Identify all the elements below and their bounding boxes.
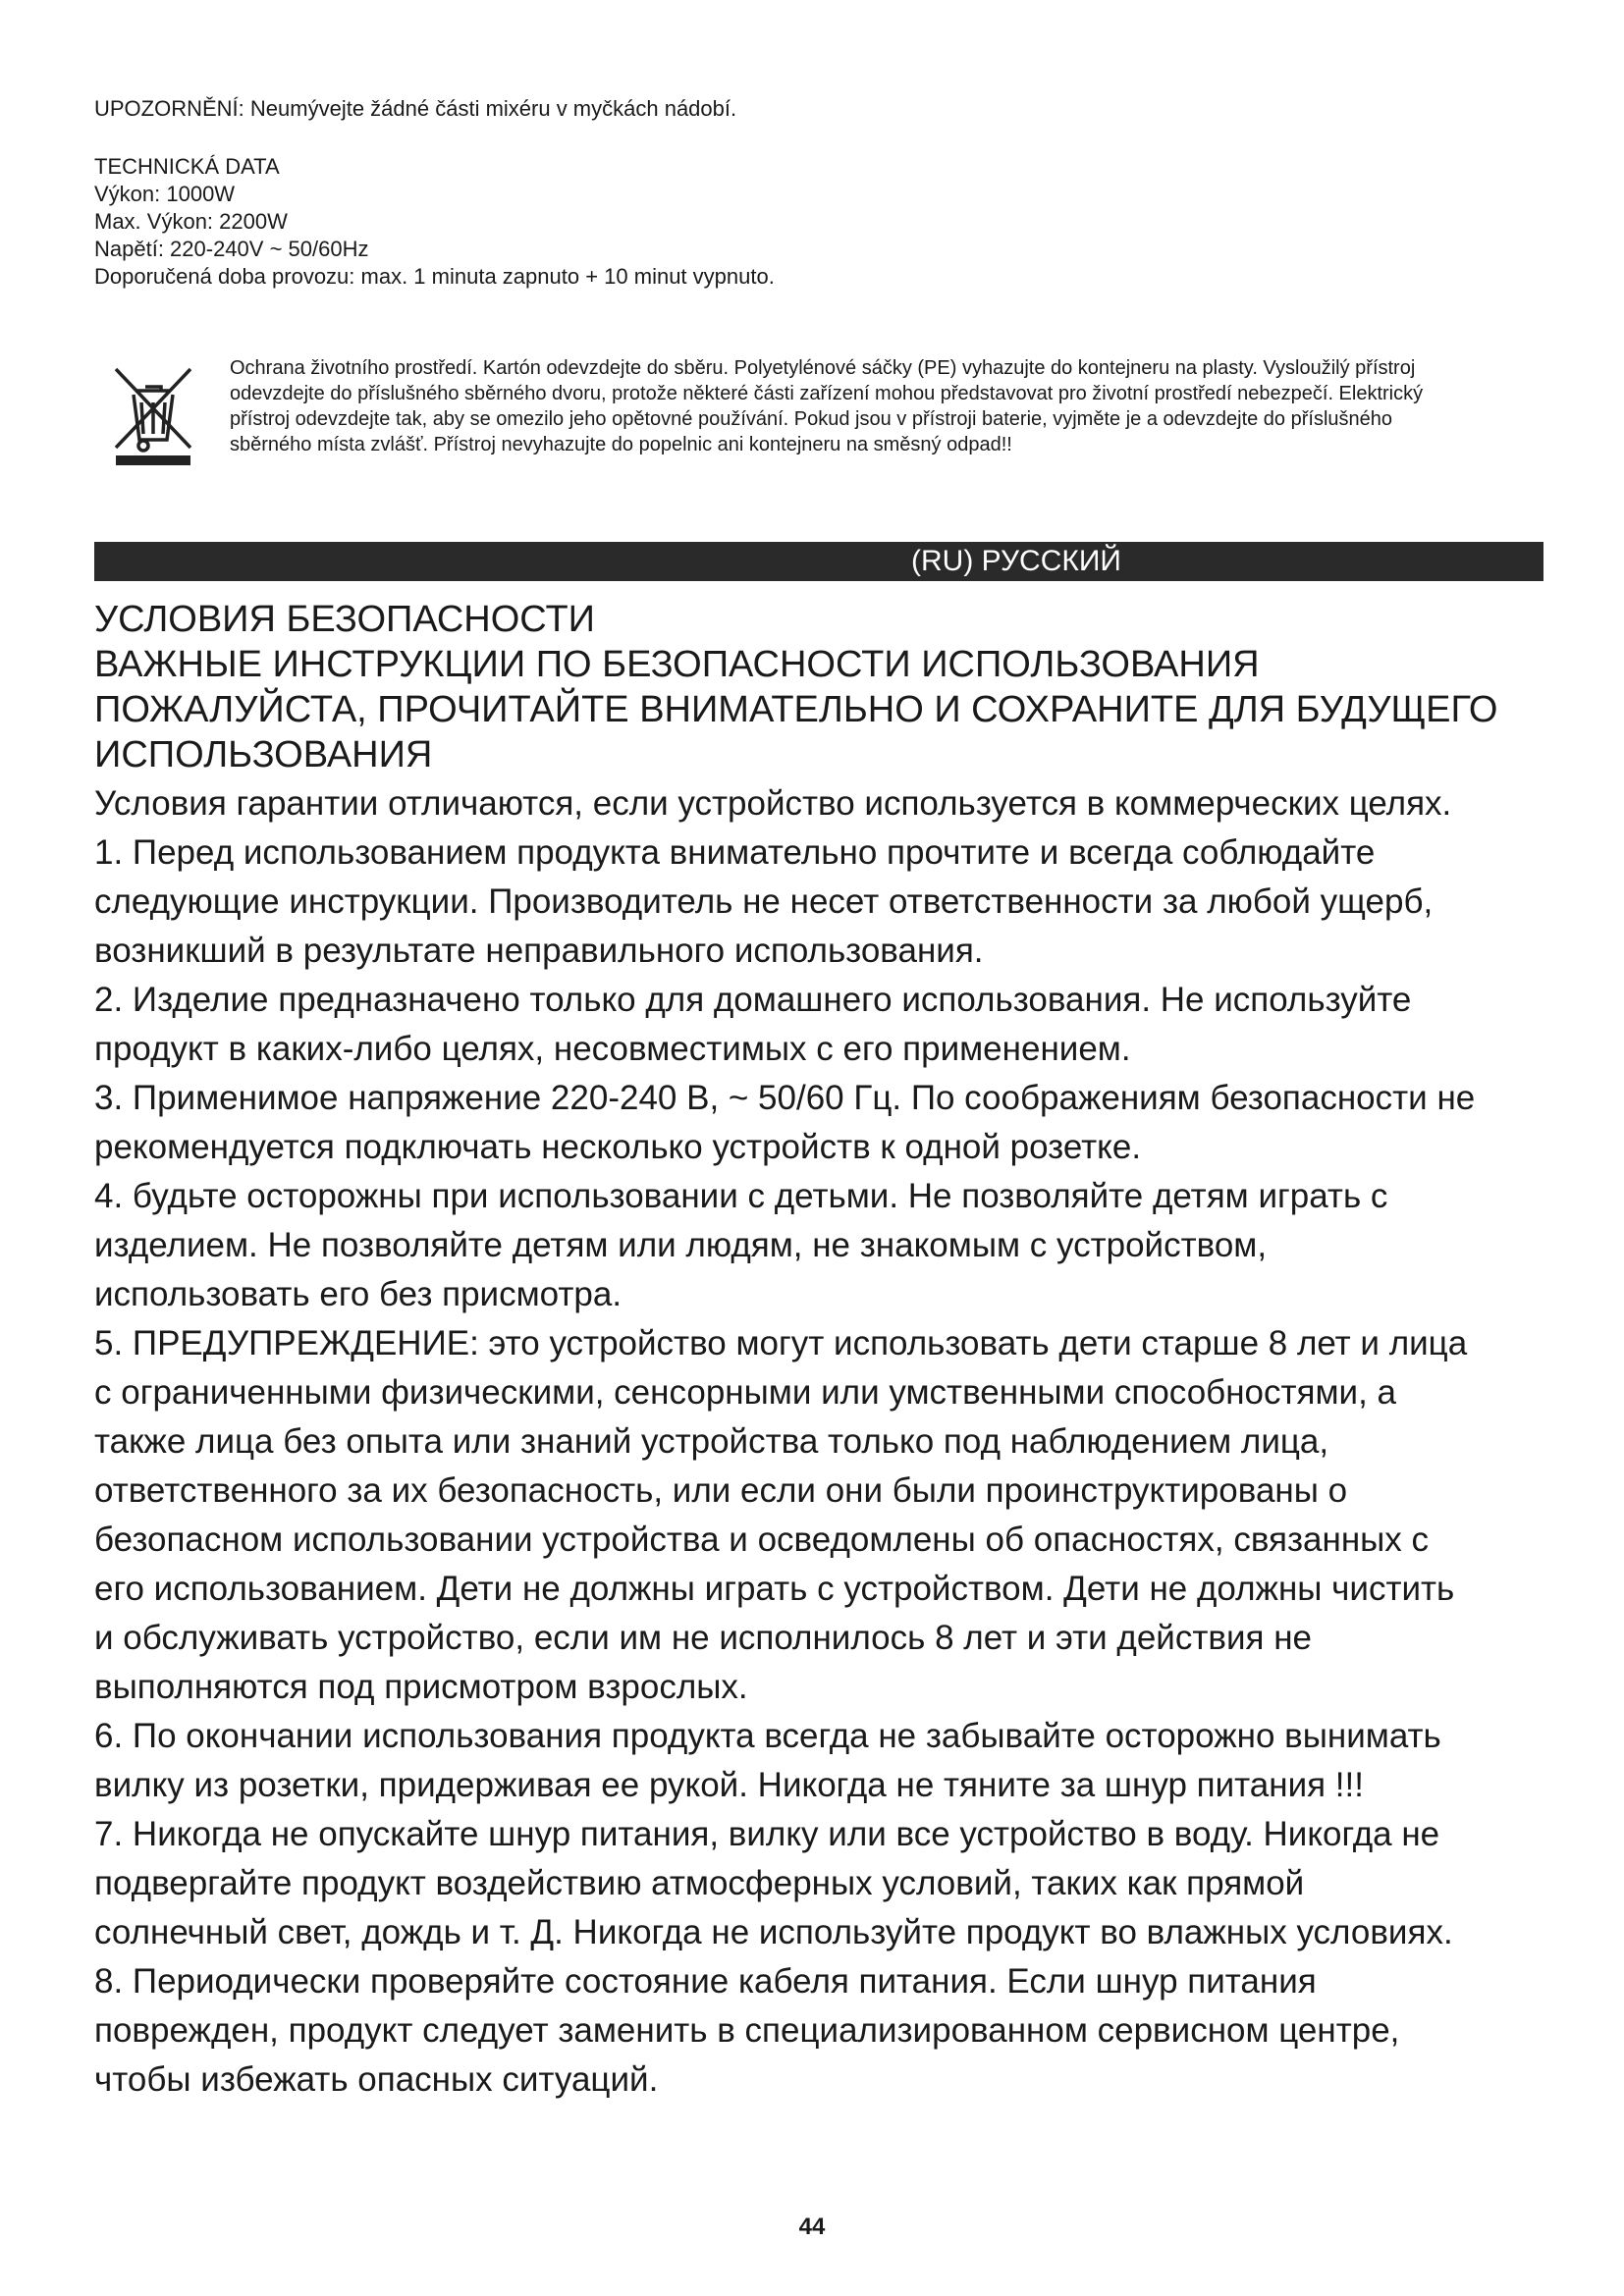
text-line: рекомендуется подключать несколько устройств к одной розетке. <box>94 1128 1142 1166</box>
text-line: продукт в каких-либо целях, несовместимых с его применением. <box>94 1030 1131 1068</box>
text-line: солнечный свет, дождь и т. Д. Никогда не используйте продукт во влажных условиях. <box>94 1913 1453 1951</box>
text-line: подвергайте продукт воздействию атмосферных условий, таких как прямой <box>94 1864 1305 1902</box>
power-spec: Výkon: 1000W <box>94 182 236 206</box>
crossed-out-bin-icon <box>106 359 200 469</box>
text-line: 1. Перед использованием продукта внимательно прочтите и всегда соблюдайте <box>94 833 1376 872</box>
eco-line: sběrného místa zvlášť. Přístroj nevyhazujte do popelnic ani kontejneru na směsný odpad!! <box>230 434 1012 455</box>
page-number: 44 <box>798 2214 826 2240</box>
eco-line: přístroj odevzdejte tak, aby se omezilo jeho opětovné používání. Pokud jsou v přístroji baterie, vyjměte je a odevzdejte do příslušného <box>230 408 1393 430</box>
text-line: и обслуживать устройство, если им не исполнилось 8 лет и эти действия не <box>94 1619 1313 1657</box>
text-line: вилку из розетки, придерживая ее рукой. Никогда не тяните за шнур питания !!! <box>94 1766 1364 1804</box>
text-line: также лица без опыта или знаний устройства только под наблюдением лица, <box>94 1422 1329 1461</box>
text-line: 6. По окончании использования продукта всегда не забывайте осторожно вынимать <box>94 1717 1441 1755</box>
technical-data <box>94 153 1547 291</box>
text-line: 8. Периодически проверяйте состояние кабеля питания. Если шнур питания <box>94 1962 1317 2001</box>
text-line: выполняются под присмотром взрослых. <box>94 1668 748 1706</box>
eco-line: odevzdejte do příslušného sběrného dvoru, protože některé části zařízení mohou představovat pro životní prostředí nebezpečí. Elektrický <box>230 383 1424 404</box>
text-line: Условия гарантии отличаются, если устройство используется в коммерческих целях. <box>94 784 1452 823</box>
voltage-spec: Napětí: 220-240V ~ 50/60Hz <box>94 237 369 261</box>
text-line: чтобы избежать опасных ситуаций. <box>94 2060 659 2099</box>
eco-line: Ochrana životního prostředí. Kartón odevzdejte do sběru. Polyetylénové sáčky (PE) vyhazujte do kontejneru na plasty. Vysloužilý přístroj <box>230 357 1416 379</box>
text-line: 5. ПРЕДУПРЕЖДЕНИЕ: это устройство могут использовать дети старше 8 лет и лица <box>94 1324 1468 1362</box>
text-line: 2. Изделие предназначено только для домашнего использования. Не используйте <box>94 981 1412 1019</box>
tech-data-title: TECHNICKÁ DATA <box>94 154 280 179</box>
text-line: поврежден, продукт следует заменить в специализированном сервисном центре, <box>94 2011 1400 2050</box>
environment-notice <box>94 353 1547 471</box>
text-line: использовать его без присмотра. <box>94 1275 623 1313</box>
dishwasher-warning: UPOZORNĚNÍ: Neumývejte žádné části mixéru v myčkách nádobí. <box>94 96 737 121</box>
text-line: с ограниченными физическими, сенсорными или умственными способностями, а <box>94 1373 1397 1412</box>
text-line: 7. Никогда не опускайте шнур питания, вилку или все устройство в воду. Никогда не <box>94 1815 1440 1853</box>
section-heading: УСЛОВИЯ БЕЗОПАСНОСТИ <box>94 599 595 640</box>
text-line: изделием. Не позволяйте детям или людям, не знакомым с устройством, <box>94 1226 1268 1264</box>
environment-text <box>230 355 1604 457</box>
text-line: 4. будьте осторожны при использовании с детьми. Не позволяйте детям играть с <box>94 1177 1388 1215</box>
text-line: следующие инструкции. Производитель не несет ответственности за любой ущерб, <box>94 882 1434 921</box>
czech-section <box>94 94 1547 291</box>
text-line: ответственного за их безопасность, или если они были проинструктированы о <box>94 1471 1348 1510</box>
section-heading: ИСПОЛЬЗОВАНИЯ <box>94 734 433 775</box>
text-line: возникший в результате неправильного использования. <box>94 932 984 970</box>
language-label: (RU) РУССКИЙ <box>911 545 1121 577</box>
language-section-bar <box>94 542 1543 581</box>
text-line: безопасном использовании устройства и осведомлены об опасностях, связанных с <box>94 1521 1430 1559</box>
text-line: 3. Применимое напряжение 220-240 В, ~ 50/60 Гц. По соображениям безопасности не <box>94 1079 1476 1117</box>
russian-section <box>94 597 1547 2105</box>
section-heading: ВАЖНЫЕ ИНСТРУКЦИИ ПО БЕЗОПАСНОСТИ ИСПОЛЬЗОВАНИЯ <box>94 644 1260 685</box>
section-heading: ПОЖАЛУЙСТА, ПРОЧИТАЙТЕ ВНИМАТЕЛЬНО И СОХРАНИТЕ ДЛЯ БУДУЩЕГО <box>94 689 1498 730</box>
max-power-spec: Max. Výkon: 2200W <box>94 209 288 234</box>
duty-cycle-spec: Doporučená doba provozu: max. 1 minuta zapnuto + 10 minut vypnuto. <box>94 264 775 289</box>
text-line: его использованием. Дети не должны играть с устройством. Дети не должны чистить <box>94 1570 1455 1608</box>
